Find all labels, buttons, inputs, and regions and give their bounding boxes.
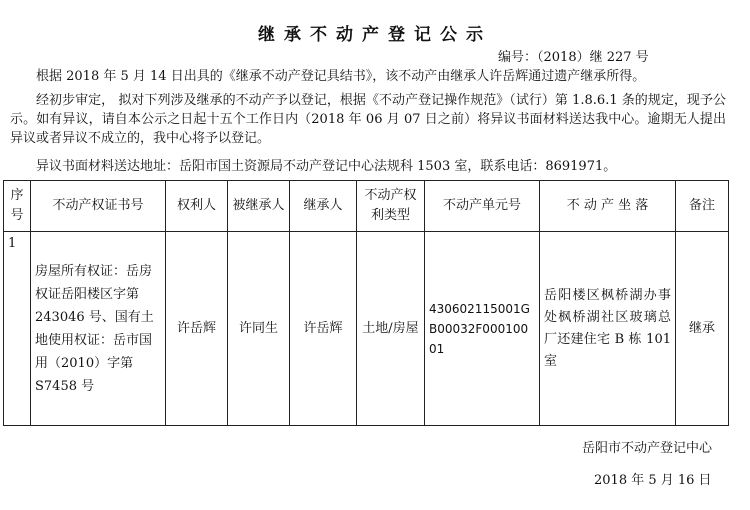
issue-date: 2018 年 5 月 16 日: [594, 473, 712, 488]
cell-right-type: 土地/房屋: [357, 232, 425, 426]
cell-remark: 继承: [676, 232, 729, 426]
cell-heir: 许岳辉: [290, 232, 357, 426]
paragraph-basis: 根据 2018 年 5 月 14 日出具的《继承不动产登记具结书》，该不动产由继承人许岳辉通过遗产继承所得。: [36, 69, 646, 84]
header-unit-no: 不动产单元号: [425, 181, 540, 232]
cell-decedent: 许同生: [228, 232, 290, 426]
header-decedent: 被继承人: [228, 181, 290, 232]
cell-cert: 房屋所有权证：岳房权证岳阳楼区字第 243046 号、国有土地使用权证：岳市国用（2010）字第 S7458 号: [31, 232, 166, 426]
document-number: 编号：（2018）继 227 号: [498, 50, 649, 65]
header-heir: 继承人: [290, 181, 357, 232]
table-header-row: [4, 181, 729, 232]
header-location: 不 动 产 坐 落: [540, 181, 676, 232]
page-title: 继承不动产登记公示: [258, 25, 492, 45]
header-remark: 备注: [676, 181, 729, 232]
cell-owner: 许岳辉: [166, 232, 228, 426]
header-owner: 权利人: [166, 181, 228, 232]
paragraph-review: 经初步审定， 拟对下列涉及继承的不动产予以登记，根据《不动产登记操作规范》（试行）第 1.8.6.1 条的规定，现予公示。如有异议，请自本公示之日起十五个工作日内（2018 年 06 月 07 日之前）将异议书面材料送达我中心。逾期无人提出异议或者异议不成立的，我中心将予以登记。: [10, 93, 726, 146]
cell-unit-no: 430602115001GB00032F00010001: [425, 232, 540, 426]
header-right-type: 不动产权利类型: [357, 181, 425, 232]
cell-seq: 1: [4, 232, 31, 426]
issuer: 岳阳市不动产登记中心: [582, 441, 713, 456]
table-row: [4, 232, 729, 426]
paragraph-objection-address: 异议书面材料送达地址：岳阳市国土资源局不动产登记中心法规科 1503 室，联系电话：8691971。: [36, 159, 617, 174]
cell-location: 岳阳楼区枫桥湖办事处枫桥湖社区玻璃总厂还建住宅 B 栋 101 室: [540, 232, 676, 426]
header-seq: 序号: [4, 181, 31, 232]
header-cert: 不动产权证书号: [31, 181, 166, 232]
property-table: [3, 180, 729, 426]
